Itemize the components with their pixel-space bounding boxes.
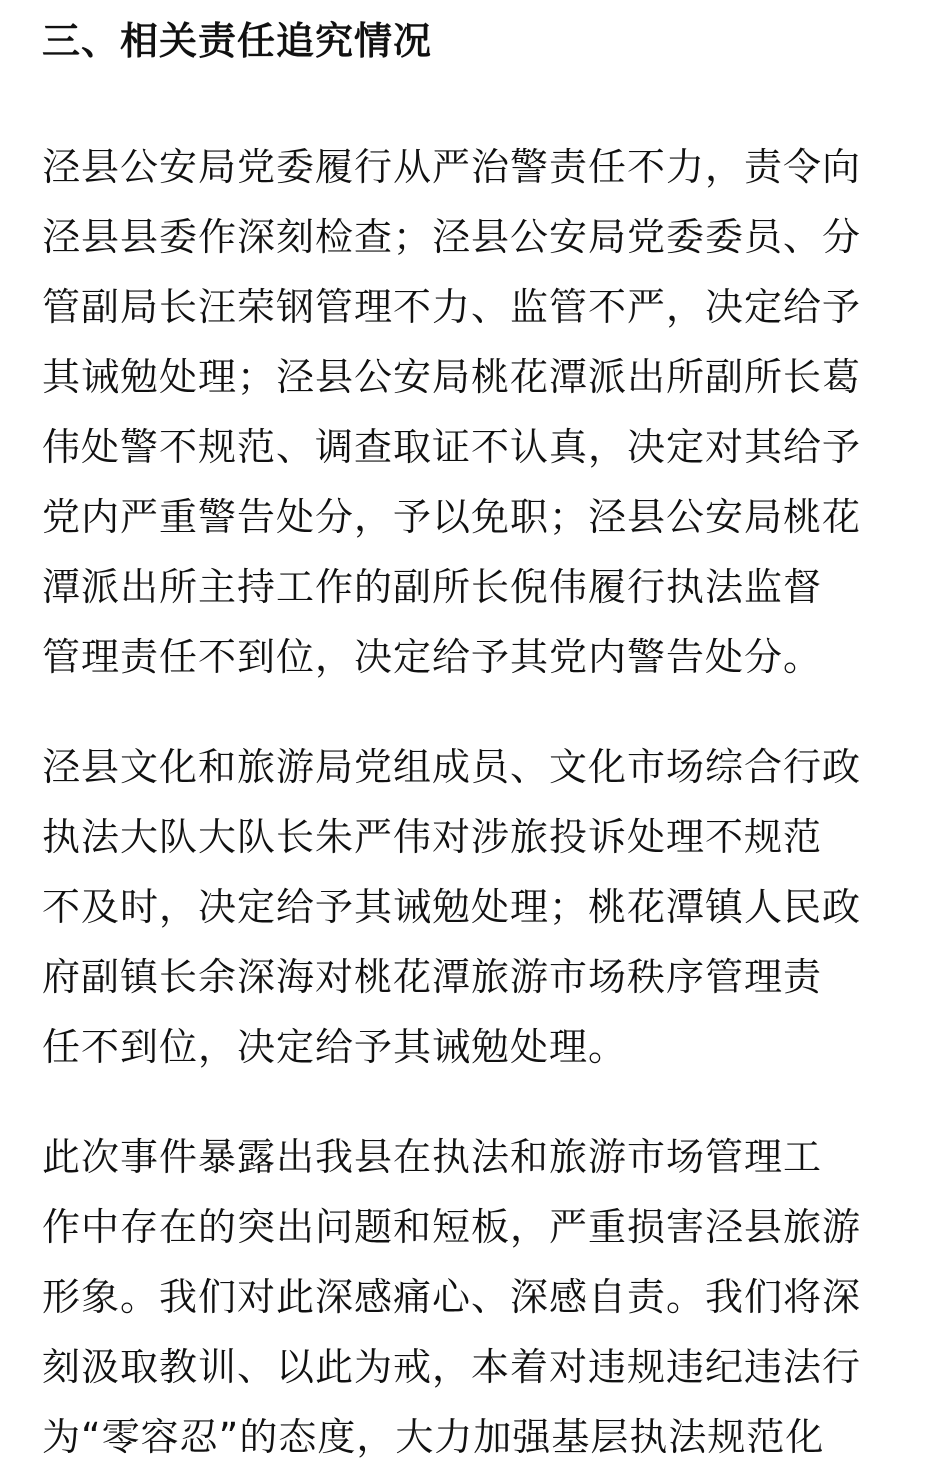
text-line: 管理责任不到位，决定给予其党内警告处分。 (42, 635, 823, 679)
section-heading: 三、相关责任追究情况 (42, 19, 433, 63)
article (42, 0, 902, 1472)
text-line: 潭派出所主持工作的副所长倪伟履行执法监督 (42, 565, 823, 609)
text-line: 管副局长汪荣钢管理不力、监管不严，决定给予 (42, 285, 862, 329)
text-line: 此次事件暴露出我县在执法和旅游市场管理工 (42, 1135, 823, 1179)
text-line: 任不到位，决定给予其诫勉处理。 (42, 1025, 628, 1069)
text-line: 形象。我们对此深感痛心、深感自责。我们将深 (42, 1275, 862, 1319)
text-line: 伟处警不规范、调查取证不认真，决定对其给予 (42, 425, 862, 469)
text-line: 作中存在的突出问题和短板，严重损害泾县旅游 (42, 1205, 862, 1249)
paragraph-tourism-accountability (42, 732, 902, 1082)
text-line: 其诫勉处理；泾县公安局桃花潭派出所副所长葛 (42, 355, 862, 399)
text-line: 执法大队大队长朱严伟对涉旅投诉处理不规范 (42, 815, 823, 859)
text-line: 泾县文化和旅游局党组成员、文化市场综合行政 (42, 745, 862, 789)
text-line: 府副镇长余深海对桃花潭旅游市场秩序管理责 (42, 955, 823, 999)
paragraph-police-accountability (42, 132, 902, 692)
text-line: 泾县县委作深刻检查；泾县公安局党委委员、分 (42, 215, 862, 259)
paragraph-lessons (42, 1122, 902, 1472)
text-line: 不及时，决定给予其诫勉处理；桃花潭镇人民政 (42, 885, 862, 929)
text-line: 党内严重警告处分，予以免职；泾县公安局桃花 (42, 495, 862, 539)
text-line: 刻汲取教训、以此为戒，本着对违规违纪违法行 (42, 1345, 862, 1389)
text-line: 为“零容忍”的态度，大力加强基层执法规范化 (42, 1415, 825, 1459)
text-line: 泾县公安局党委履行从严治警责任不力，责令向 (42, 145, 862, 189)
